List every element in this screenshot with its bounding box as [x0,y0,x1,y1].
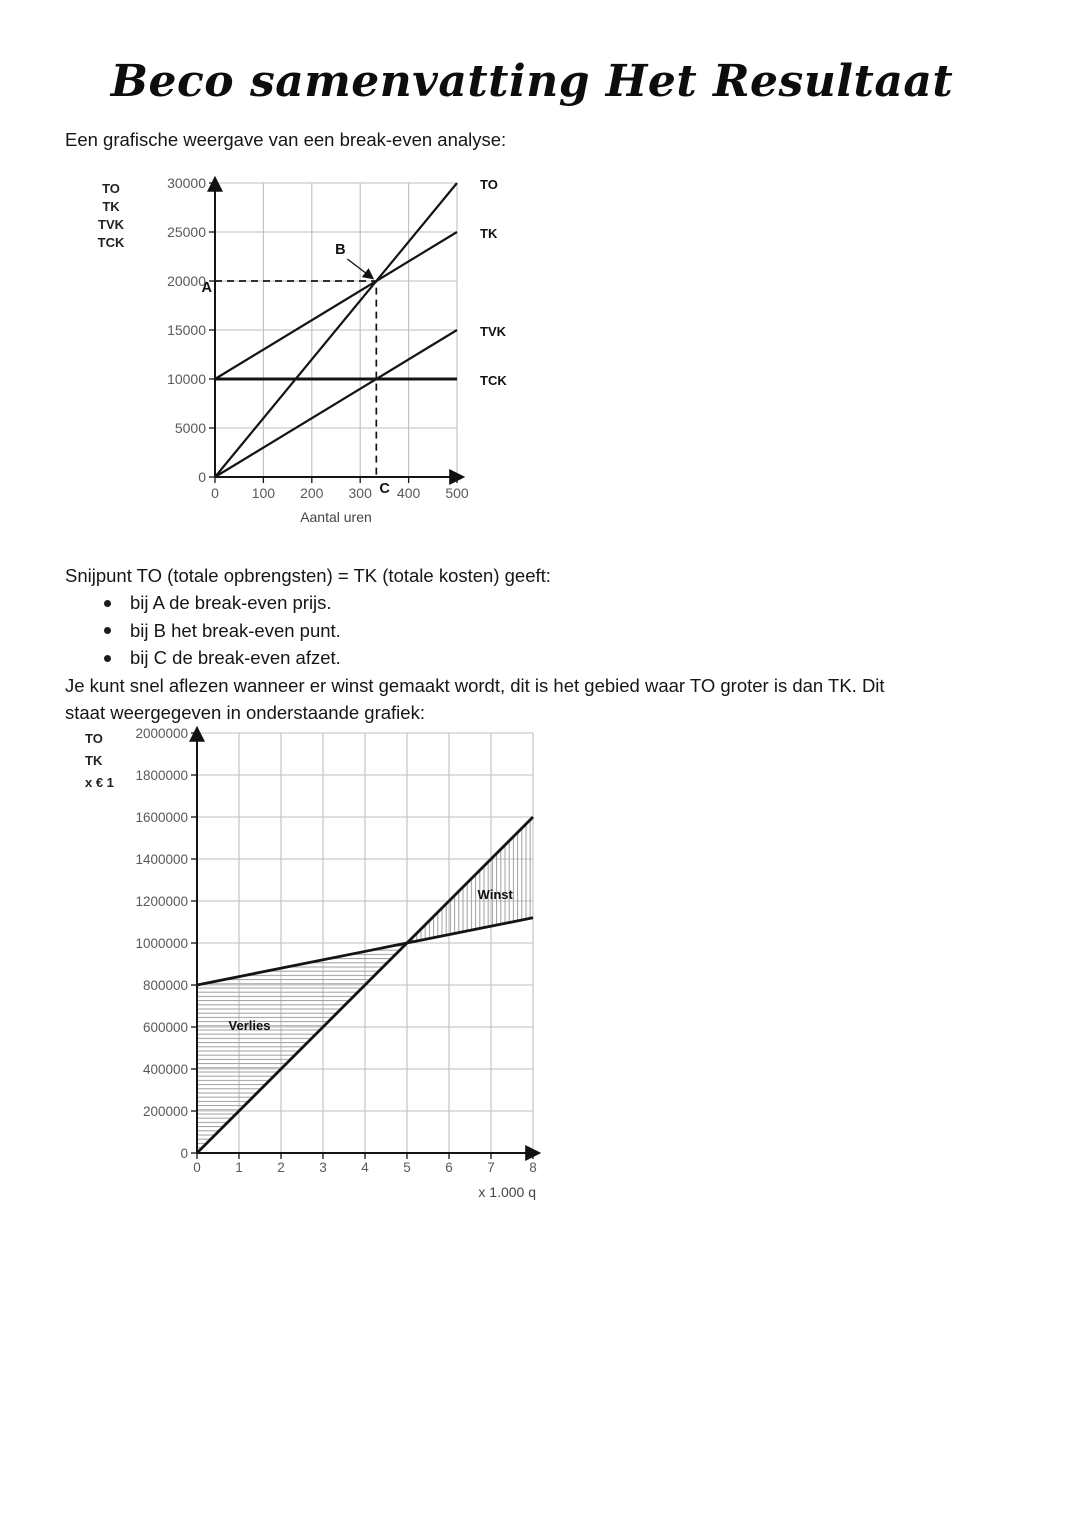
list-item-a [65,589,1050,616]
y-axis-caption: x € 1 [85,775,114,790]
winst-text-line1: Je kunt snel aflezen wanneer er winst gemaakt wordt, dit is het gebied waar TO groter is dan TK. Dit [65,674,885,696]
break-even-chart [0,170,560,535]
y-tick-label: 5000 [174,420,206,436]
list-item-c-text: bij C de break-even afzet. [130,647,341,669]
intro-text: Een grafische weergave van een break-even analyse: [65,129,507,150]
line-label-tk: TK [480,226,498,241]
y-tick-label: 20000 [167,273,206,289]
y-tick-label: 600000 [142,1020,188,1035]
page-title: Beco samenvatting Het Resultaat [110,56,954,107]
y-tick-label: 400000 [142,1062,188,1077]
bullet-icon [104,600,111,607]
x-tick-label: 400 [396,485,421,501]
x-tick-label: 0 [193,1160,201,1175]
x-tick-label: 2 [277,1160,285,1175]
region-label-winst: Winst [477,886,513,902]
y-axis-caption: TVK [98,217,124,232]
list-item-a-text: bij A de break-even prijs. [130,592,332,614]
series-line-tvk [215,330,457,477]
line-label-tck: TCK [480,373,507,388]
snijpunt-text: Snijpunt TO (totale opbrengsten) = TK (totale kosten) geeft: [65,565,551,586]
y-tick-label: 1400000 [135,852,188,867]
y-tick-label: 200000 [142,1104,188,1119]
y-tick-label: 0 [180,1146,188,1161]
y-tick-label: 1200000 [135,894,188,909]
y-tick-label: 0 [198,469,206,485]
x-tick-label: 7 [487,1160,495,1175]
y-axis-caption: TK [102,199,120,214]
y-axis-caption: TO [85,731,103,746]
y-tick-label: 800000 [142,978,188,993]
x-tick-label: 3 [319,1160,327,1175]
list-item-b [65,617,1050,644]
label-c: C [379,481,390,497]
line-label-to: TO [480,177,498,192]
winst-verlies-chart [0,718,580,1210]
x-tick-label: 4 [361,1160,369,1175]
y-tick-label: 2000000 [135,726,188,741]
label-a: A [201,280,212,296]
list-item-c [65,644,1050,671]
x-tick-label: 1 [235,1160,243,1175]
y-tick-label: 1800000 [135,768,188,783]
y-axis-caption: TO [102,181,120,196]
bullet-icon [104,655,111,662]
x-tick-label: 5 [403,1160,411,1175]
x-axis-caption: Aantal uren [300,509,372,525]
x-tick-label: 500 [445,485,469,501]
y-tick-label: 1000000 [135,936,188,951]
y-tick-label: 15000 [167,322,206,338]
x-tick-label: 8 [529,1160,537,1175]
y-tick-label: 25000 [167,224,206,240]
x-tick-label: 300 [348,485,372,501]
line-label-tvk: TVK [480,324,506,339]
y-tick-label: 10000 [167,371,206,387]
list-item-b-text: bij B het break-even punt. [130,619,341,641]
x-axis-caption: x 1.000 q [478,1184,536,1200]
bullet-icon [104,627,111,634]
explanation-block [65,562,1050,726]
x-tick-label: 0 [211,485,219,501]
x-tick-label: 100 [251,485,276,501]
x-tick-label: 200 [300,485,324,501]
y-axis-caption: TK [85,753,103,768]
label-b: B [335,242,346,258]
y-axis-caption: TCK [97,235,125,250]
region-label-verlies: Verlies [228,1018,271,1034]
y-tick-label: 30000 [167,175,206,191]
y-tick-label: 1600000 [135,810,188,825]
break-even-list [65,589,1050,671]
x-tick-label: 6 [445,1160,453,1175]
winst-text-line2: staat weergegeven in onderstaande grafiek: [65,702,425,724]
